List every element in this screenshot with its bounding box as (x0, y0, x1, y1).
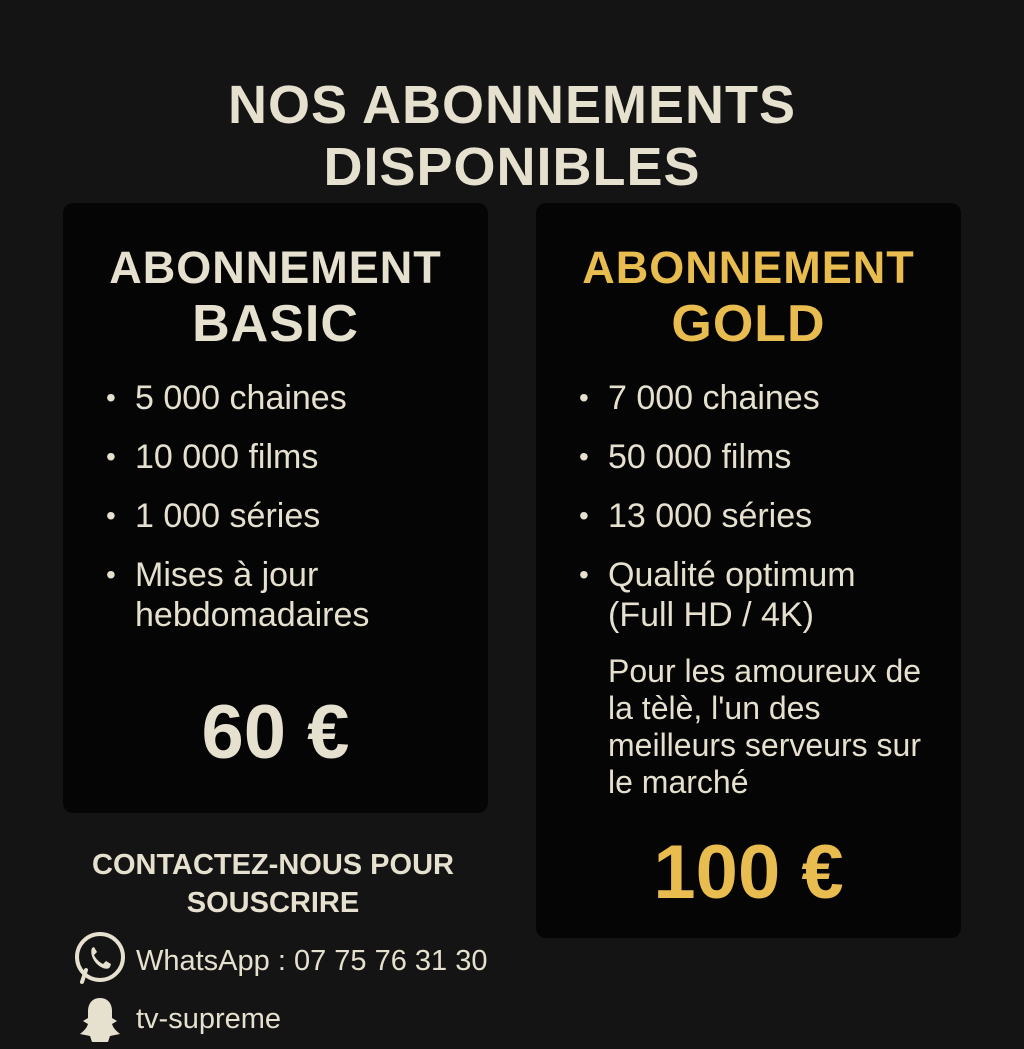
price-gold: 100 € (653, 830, 844, 915)
feature-text: 50 000 films (608, 438, 792, 476)
bullet-icon: • (579, 500, 589, 531)
feature-text: 1 000 séries (135, 497, 321, 535)
feature-item (576, 496, 908, 536)
feature-text: 13 000 séries (608, 497, 813, 535)
whatsapp-number[interactable]: WhatsApp : 07 75 76 31 30 (136, 944, 488, 977)
feature-text: Mises à jour hebdomadaires (135, 556, 370, 634)
plan-heading-line1: ABONNEMENT (582, 242, 915, 293)
contact-heading-line2: SOUSCRIRE (186, 887, 360, 919)
feature-text: 7 000 chaines (608, 379, 820, 417)
plan-note-gold: Pour les amoureux de la tèlè, l'un des meilleurs serveurs sur le marché (608, 653, 922, 800)
feature-item (103, 437, 435, 477)
page-title-line1: NOS ABONNEMENTS (227, 75, 797, 136)
plan-heading-line2: GOLD (671, 295, 826, 353)
snapchat-icon (72, 988, 128, 1049)
bullet-icon: • (106, 382, 116, 413)
bullet-icon: • (579, 559, 589, 590)
plan-heading-line2: BASIC (192, 295, 359, 353)
feature-list-gold (576, 378, 908, 654)
feature-item (576, 437, 908, 477)
feature-item (103, 378, 435, 418)
bullet-icon: • (579, 441, 589, 472)
feature-text: 5 000 chaines (135, 379, 347, 417)
plan-card-gold (536, 203, 961, 938)
bullet-icon: • (579, 382, 589, 413)
page-title (0, 74, 1024, 198)
whatsapp-icon (72, 930, 128, 991)
contact-heading-line1: CONTACTEZ-NOUS POUR (92, 849, 454, 881)
feature-list-basic (103, 378, 435, 654)
bullet-icon: • (106, 441, 116, 472)
price-basic: 60 € (201, 690, 350, 775)
feature-text: Qualité optimum (Full HD / 4K) (608, 556, 856, 634)
plan-heading-gold (536, 243, 961, 355)
feature-text: 10 000 films (135, 438, 319, 476)
contact-snapchat[interactable] (72, 988, 281, 1049)
feature-item (103, 555, 435, 635)
bullet-icon: • (106, 559, 116, 590)
page-title-line2: DISPONIBLES (323, 137, 701, 198)
feature-item (576, 555, 908, 635)
contact-heading (63, 846, 483, 922)
bullet-icon: • (106, 500, 116, 531)
contact-whatsapp[interactable] (72, 930, 487, 991)
feature-item (576, 378, 908, 418)
feature-item (103, 496, 435, 536)
plan-heading-basic (63, 243, 488, 355)
snapchat-handle[interactable]: tv-supreme (136, 1002, 282, 1035)
plan-heading-line1: ABONNEMENT (109, 242, 442, 293)
plan-card-basic (63, 203, 488, 813)
